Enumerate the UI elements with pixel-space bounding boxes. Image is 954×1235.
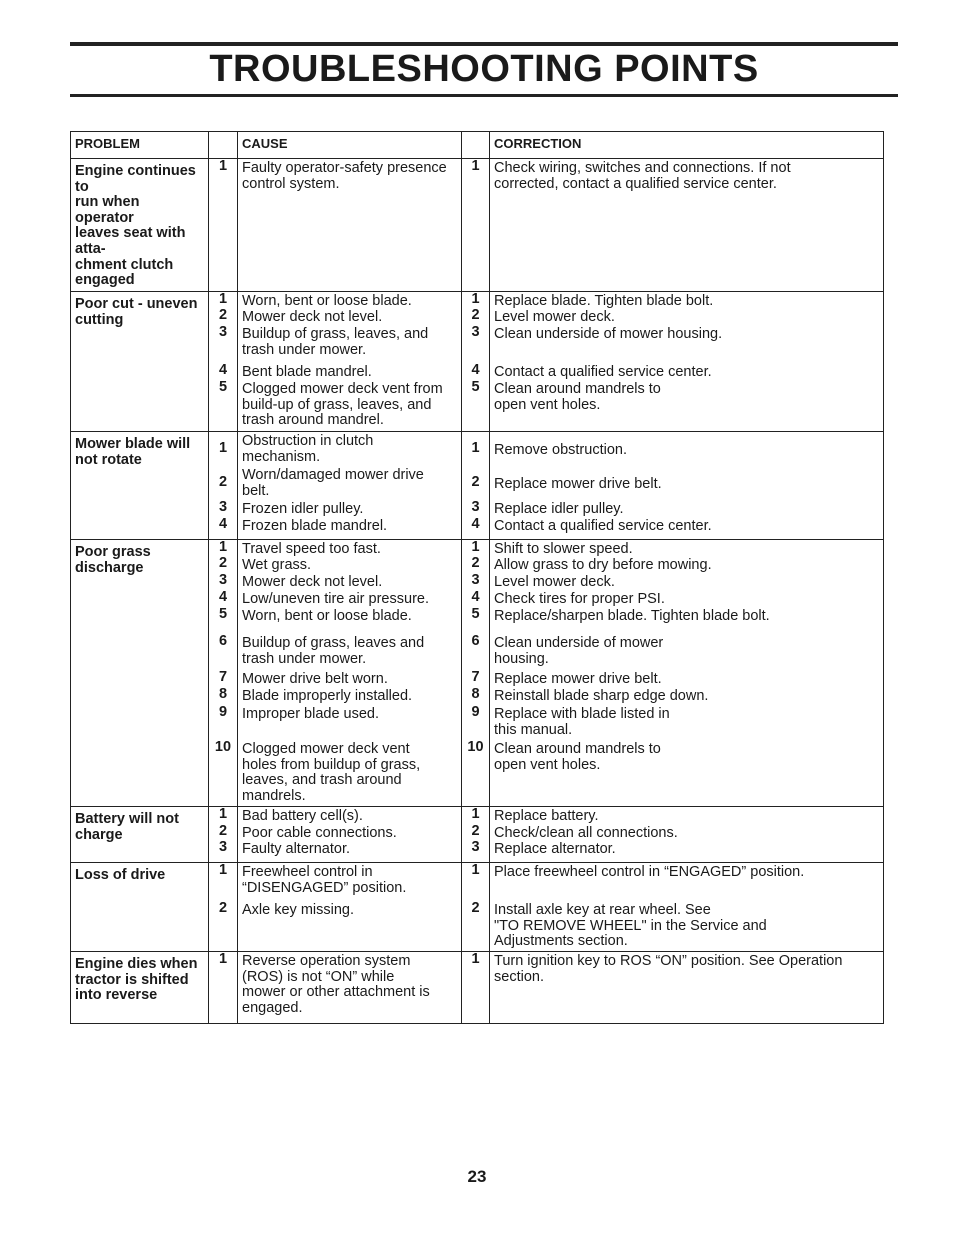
cause-text: Faulty operator-safety presence control system. <box>242 160 447 192</box>
title-underline <box>70 94 898 97</box>
correction-number-cell <box>462 863 490 952</box>
cause-number: 4 <box>218 362 228 378</box>
cause-number-cell <box>209 292 238 432</box>
correction-text: Replace with blade listed in this manual. <box>494 706 670 738</box>
cause-number-cell <box>209 807 238 863</box>
correction-number: 2 <box>471 307 480 323</box>
problem-cell: Engine continues to run when operator leaves seat with atta- chment clutch engaged <box>71 159 209 292</box>
table-row <box>71 432 884 540</box>
correction-text: Remove obstruction. <box>494 442 627 459</box>
correction-text: Replace battery. <box>494 808 599 824</box>
table-row <box>71 540 884 807</box>
correction-number-cell <box>462 540 490 807</box>
cause-text: Reverse operation system (ROS) is not “ON” while mower or other attachment is engaged. <box>242 953 430 1016</box>
correction-text: Replace mower drive belt. <box>494 671 662 687</box>
cause-text: Buildup of grass, leaves, and trash under mower. <box>242 326 429 358</box>
cause-text: Obstruction in clutch mechanism. <box>242 433 374 465</box>
header-problem: PROBLEM <box>71 132 209 159</box>
correction-text-cell <box>490 863 884 952</box>
cause-number: 10 <box>214 739 232 755</box>
cause-number: 3 <box>218 324 228 340</box>
cause-number: 5 <box>218 606 228 622</box>
correction-number: 3 <box>471 499 480 515</box>
correction-text: Level mower deck. <box>494 574 615 590</box>
correction-text: Clean around mandrels to open vent holes. <box>494 741 661 773</box>
correction-text-cell <box>490 540 884 807</box>
cause-text-cell <box>238 807 462 863</box>
cause-number: 3 <box>218 572 228 588</box>
cause-number: 1 <box>218 291 228 307</box>
correction-number: 4 <box>471 516 480 532</box>
correction-number: 9 <box>471 704 480 720</box>
correction-number: 3 <box>471 324 480 340</box>
correction-text-cell <box>490 292 884 432</box>
cause-number: 1 <box>218 862 228 878</box>
page-number: 23 <box>467 1167 487 1186</box>
table-header-row <box>71 132 884 159</box>
cause-text-cell <box>238 292 462 432</box>
correction-number: 10 <box>467 739 484 755</box>
cause-text-cell <box>238 432 462 540</box>
correction-number: 6 <box>471 633 480 649</box>
table-row <box>71 952 884 1024</box>
cause-text: Faulty alternator. <box>242 841 350 857</box>
header-cause: CAUSE <box>238 132 462 159</box>
correction-number: 5 <box>471 379 480 395</box>
cause-number-cell <box>209 540 238 807</box>
cause-text: Bent blade mandrel. <box>242 364 372 380</box>
problem-cell: Mower blade will not rotate <box>71 432 209 540</box>
cause-text: Improper blade used. <box>242 706 380 722</box>
cause-text: Bad battery cell(s). <box>242 808 363 824</box>
correction-number: 1 <box>471 539 480 555</box>
cause-text: Low/uneven tire air pressure. <box>242 591 429 607</box>
cause-number-cell <box>209 952 238 1024</box>
correction-text: Replace blade. Tighten blade bolt. <box>494 293 714 309</box>
cause-number: 1 <box>218 539 228 555</box>
cause-number: 7 <box>218 669 228 685</box>
correction-text: Replace/sharpen blade. Tighten blade bolt. <box>494 608 770 624</box>
cause-text: Clogged mower deck vent holes from buildup of grass, leaves, and trash around mandrels. <box>242 741 421 804</box>
problem-cell: Poor grass discharge <box>71 540 209 807</box>
cause-number: 8 <box>218 686 228 702</box>
correction-text: Check wiring, switches and connections. If not corrected, contact a qualified service center. <box>494 160 791 192</box>
cause-text-cell <box>238 863 462 952</box>
correction-text: Check/clean all connections. <box>494 825 678 841</box>
correction-number: 1 <box>471 291 480 307</box>
correction-text-cell <box>490 807 884 863</box>
correction-number-cell <box>462 807 490 863</box>
table-row <box>71 807 884 863</box>
correction-number: 2 <box>471 555 480 571</box>
correction-text: Reinstall blade sharp edge down. <box>494 688 709 704</box>
table-row <box>71 159 884 292</box>
correction-text: Clean around mandrels to open vent holes. <box>494 381 661 413</box>
problem-cell: Loss of drive <box>71 863 209 952</box>
cause-number-cell <box>209 432 238 540</box>
correction-text: Contact a qualified service center. <box>494 518 712 534</box>
header-cause-number <box>209 132 238 159</box>
table-row <box>71 292 884 432</box>
cause-text: Mower drive belt worn. <box>242 671 388 687</box>
cause-number: 1 <box>218 806 228 822</box>
cause-number-cell <box>209 159 238 292</box>
cause-number: 1 <box>218 440 228 457</box>
cause-number: 2 <box>218 307 228 323</box>
problem-cell: Poor cut - uneven cutting <box>71 292 209 432</box>
correction-number-cell <box>462 432 490 540</box>
correction-number: 2 <box>471 823 480 839</box>
cause-text: Mower deck not level. <box>242 574 383 590</box>
correction-number: 1 <box>471 806 480 822</box>
correction-number: 1 <box>471 862 480 878</box>
correction-number: 8 <box>471 686 480 702</box>
correction-number: 2 <box>471 900 480 916</box>
cause-text: Travel speed too fast. <box>242 541 381 557</box>
cause-number: 3 <box>218 839 228 855</box>
cause-text: Clogged mower deck vent from build-up of grass, leaves, and trash around mandrel. <box>242 381 443 429</box>
cause-number: 4 <box>218 589 228 605</box>
correction-number: 1 <box>471 158 480 174</box>
correction-number-cell <box>462 292 490 432</box>
cause-number: 2 <box>218 474 228 491</box>
cause-number-cell <box>209 863 238 952</box>
cause-text: Wet grass. <box>242 557 312 573</box>
cause-text: Axle key missing. <box>242 902 355 918</box>
cause-text: Frozen idler pulley. <box>242 501 364 517</box>
cause-number: 5 <box>218 379 228 395</box>
cause-text: Worn/damaged mower drive belt. <box>242 467 424 499</box>
correction-number: 4 <box>471 589 480 605</box>
cause-number: 4 <box>218 516 228 532</box>
correction-number-cell <box>462 159 490 292</box>
cause-text-cell <box>238 540 462 807</box>
cause-number: 3 <box>218 499 228 515</box>
correction-number: 1 <box>471 440 480 457</box>
correction-text: Level mower deck. <box>494 309 615 325</box>
cause-text-cell <box>238 159 462 292</box>
correction-text: Turn ignition key to ROS “ON” position. See Operation section. <box>494 953 843 985</box>
cause-number: 6 <box>218 633 228 649</box>
correction-number: 1 <box>471 951 480 967</box>
cause-number: 1 <box>218 158 228 174</box>
cause-text: Blade improperly installed. <box>242 688 413 704</box>
header-correction-number <box>462 132 490 159</box>
cause-number: 2 <box>218 900 228 916</box>
cause-text: Buildup of grass, leaves and trash under mower. <box>242 635 425 667</box>
correction-text: Replace alternator. <box>494 841 616 857</box>
cause-number: 2 <box>218 823 228 839</box>
table-row <box>71 863 884 952</box>
cause-text: Mower deck not level. <box>242 309 383 325</box>
page-title: TROUBLESHOOTING POINTS <box>209 48 759 90</box>
correction-number: 2 <box>471 474 480 491</box>
troubleshooting-table <box>70 131 884 1024</box>
cause-text: Poor cable connections. <box>242 825 397 841</box>
correction-number-cell <box>462 952 490 1024</box>
correction-text-cell <box>490 432 884 540</box>
correction-text-cell <box>490 952 884 1024</box>
problem-cell: Engine dies when tractor is shifted into reverse <box>71 952 209 1024</box>
correction-text: Contact a qualified service center. <box>494 364 712 380</box>
correction-number: 7 <box>471 669 480 685</box>
correction-text: Check tires for proper PSI. <box>494 591 665 607</box>
cause-text: Freewheel control in “DISENGAGED” position. <box>242 864 407 896</box>
correction-number: 4 <box>471 362 480 378</box>
correction-text: Replace mower drive belt. <box>494 476 662 493</box>
correction-text: Place freewheel control in “ENGAGED” position. <box>494 864 805 880</box>
cause-number: 2 <box>218 555 228 571</box>
correction-number: 3 <box>471 839 480 855</box>
correction-text-cell <box>490 159 884 292</box>
correction-text: Clean underside of mower housing. <box>494 326 723 342</box>
correction-text: Shift to slower speed. <box>494 541 633 557</box>
cause-text: Frozen blade mandrel. <box>242 518 388 534</box>
cause-text: Worn, bent or loose blade. <box>242 608 412 624</box>
cause-number: 1 <box>218 951 228 967</box>
correction-text: Replace idler pulley. <box>494 501 624 517</box>
correction-text: Install axle key at rear wheel. See "TO REMOVE WHEEL" in the Service and Adjustments section. <box>494 902 767 950</box>
cause-text-cell <box>238 952 462 1024</box>
correction-text: Clean underside of mower housing. <box>494 635 664 667</box>
header-correction: CORRECTION <box>490 132 884 159</box>
correction-text: Allow grass to dry before mowing. <box>494 557 712 573</box>
cause-number: 9 <box>218 704 228 720</box>
cause-text: Worn, bent or loose blade. <box>242 293 412 309</box>
correction-number: 5 <box>471 606 480 622</box>
correction-number: 3 <box>471 572 480 588</box>
problem-cell: Battery will not charge <box>71 807 209 863</box>
